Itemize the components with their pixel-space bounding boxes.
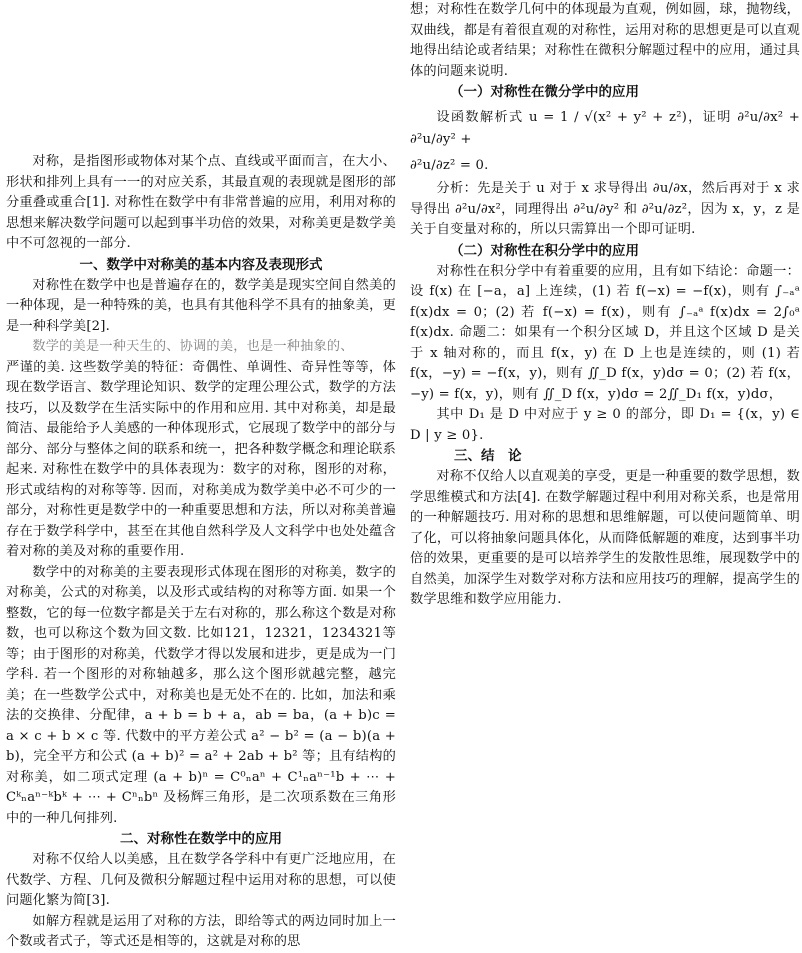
- section2-paragraph-1: 对称不仅给人以美感，且在数学各学科中有更广泛地应用，在代数学、方程、几何及微积分解题过程中运用对称的思想，可以使问题化繁为简[3].: [6, 852, 396, 908]
- section2-paragraph-2: 如解方程就是运用了对称的方法，即给等式的两边同时加上一个数或者式子，等式还是相等的，这就是对称的思: [6, 913, 396, 949]
- intro-paragraph: 对称，是指图形或物体对某个点、直线或平面而言，在大小、形状和排列上具有一一的对应关系，其最直观的表现就是图形的部分重叠或重合[1]. 对称性在数学中有非常普遍的应用，利用对称的思想来解决数学问题可以起到事半功倍的效果，对称美更是数学美中不可忽视的一部分.: [6, 154, 396, 251]
- differential-analysis-paragraph: 分析：先是关于 u 对于 x 求导得出 ∂u/∂x，然后再对于 x 求导得出 ∂²u/∂x²，同理得出 ∂²u/∂y² 和 ∂²u/∂z²，因为 x，y，z 是关于自变量对称的，所以只需算出一个即可证明.: [410, 181, 800, 237]
- top-blank-space: [6, 0, 396, 152]
- left-column: [6, 0, 396, 953]
- differential-problem-formula-end: ∂²u/∂z² = 0.: [410, 158, 489, 173]
- integral-propositions-paragraph: 对称性在积分学中有着重要的应用，且有如下结论：命题一：设 f(x) 在 [−a，a] 上连续，(1) 若 f(−x) = −f(x)，则有 ∫₋ₐᵃ f(x)dx = 0；(2) 若 f(−x) = f(x)，则有 ∫₋ₐᵃ f(x)dx = 2∫₀ᵃ f(x)dx. 命题二：如果有一个积分区域 D，并且这个区域 D 是关于 x 轴对称的，而且 f(x，y) 在 D 上也是连续的，则 (1) 若 f(x，−y) = −f(x，y)，则有 ∬_D f(x，y)dσ = 0；(2) 若 f(x，−y) = f(x，y)，则有 ∬_D f(x，y)dσ = 2∬_D₁ f(x，y)dσ，: [410, 263, 800, 402]
- section-heading-1: 一、数学中对称美的基本内容及表现形式: [79, 256, 323, 273]
- section-heading-conclusion: 三、结 论: [454, 448, 522, 464]
- section-heading-2: 二、对称性在数学中的应用: [120, 831, 282, 847]
- section1-paragraph-2: 严谨的美. 这些数学美的特征：奇偶性、单调性、奇异性等等，体现在数学语言、数学理论知识、数学的定理公理公式，数学的方法技巧，以及数学在生活实际中的作用和应用. 其中对称美，却是最简洁、最能给予人美感的一种体现形式，它展现了数学中的部分与部分、部分与整体之间的联系和统一，把各种数学概念和理论联系起来. 对称性在数学中的具体表现为：数字的对称，图形的对称，形式或结构的对称等等. 因而，对称美成为数学美中必不可少的一部分，对称性更是数学中的一种重要思想和方法，所以对称美普遍存在于数学科学中，甚至在其他自然科学及人文科学中也处处蕴含着对称的美及对称的重要作用.: [6, 359, 396, 559]
- integral-region-definition: 其中 D₁ 是 D 中对应于 y ≥ 0 的部分，即 D₁ = {(x，y) ∈ D | y ≥ 0}.: [410, 407, 800, 443]
- subsection-heading-differential: （一）对称性在微分学中的应用: [450, 84, 639, 100]
- section1-paragraph-3: 数学中的对称美的主要表现形式体现在图形的对称美，数字的对称美，公式的对称美，以及形式或结构的对称等方面. 如果一个整数，它的每一位数字都是关于左右对称的，那么称这个数是对称数，也可以称这个数为回文数. 比如121，12321，1234321等等；由于图形的对称美，代数学才得以发展和进步，更是成为一门学科. 若一个图形的对称轴越多，那么这个图形就越完整，越完美；在一些数学公式中，对称美也是无处不在的. 比如，加法和乘法的交换律、分配律，a + b = b + a，ab = ba，(a + b)c = a × c + b × c 等. 代数中的平方差公式 a² − b² = (a − b)(a + b)，完全平方和公式 (a + b)² = a² + 2ab + b² 等；且有结构的对称美，如二项式定理 (a + b)ⁿ = C⁰ₙaⁿ + C¹ₙaⁿ⁻¹b + ⋯ + Cᵏₙaⁿ⁻ᵏbᵏ + ⋯ + Cⁿₙbⁿ 及杨辉三角形，是二次项系数在三角形中的一种几何排列.: [6, 564, 396, 826]
- differential-problem-formula: 设函数解析式 u = 1 / √(x² + y² + z²)，证明 ∂²u/∂x² + ∂²u/∂y² +: [410, 110, 800, 147]
- section1-paragraph-1: 对称性在数学中也是普遍存在的，数学美是现实空间自然美的一种体现，是一种特殊的美，也具有其他科学不具有的抽象美，更是一种科学美[2].: [6, 277, 396, 334]
- subsection-heading-integral: （二）对称性在积分学中的应用: [450, 242, 639, 259]
- conclusion-paragraph: 对称不仅给人以直观美的享受，更是一种重要的数学思想，数学思维模式和方法[4]. 在数学解题过程中利用对称关系，也是常用的一种解题技巧. 用对称的思想和思维解题，可以使问题简单、明了化，可以将抽象问题具体化，从而降低解题的难度，达到事半功倍的效果，更重要的是可以培养学生的发散性思维，展现数学中的自然美，加深学生对数学对称方法和应用技巧的理解，提高学生的数学思维和数学应用能力.: [410, 469, 800, 607]
- right-column: [410, 0, 800, 611]
- section1-paragraph-2-faded-line: 数学的美是一种天生的、协调的美，也是一种抽象的、: [32, 339, 354, 354]
- section2-continued-paragraph: 想；对称性在数学几何中的体现最为直观，例如圆，球，抛物线，双曲线，都是有着很直观的对称性，运用对称的思想更是可以直观地得出结论或者结果；对称性在微积分解题过程中的应用，通过具体的问题来说明.: [410, 2, 800, 79]
